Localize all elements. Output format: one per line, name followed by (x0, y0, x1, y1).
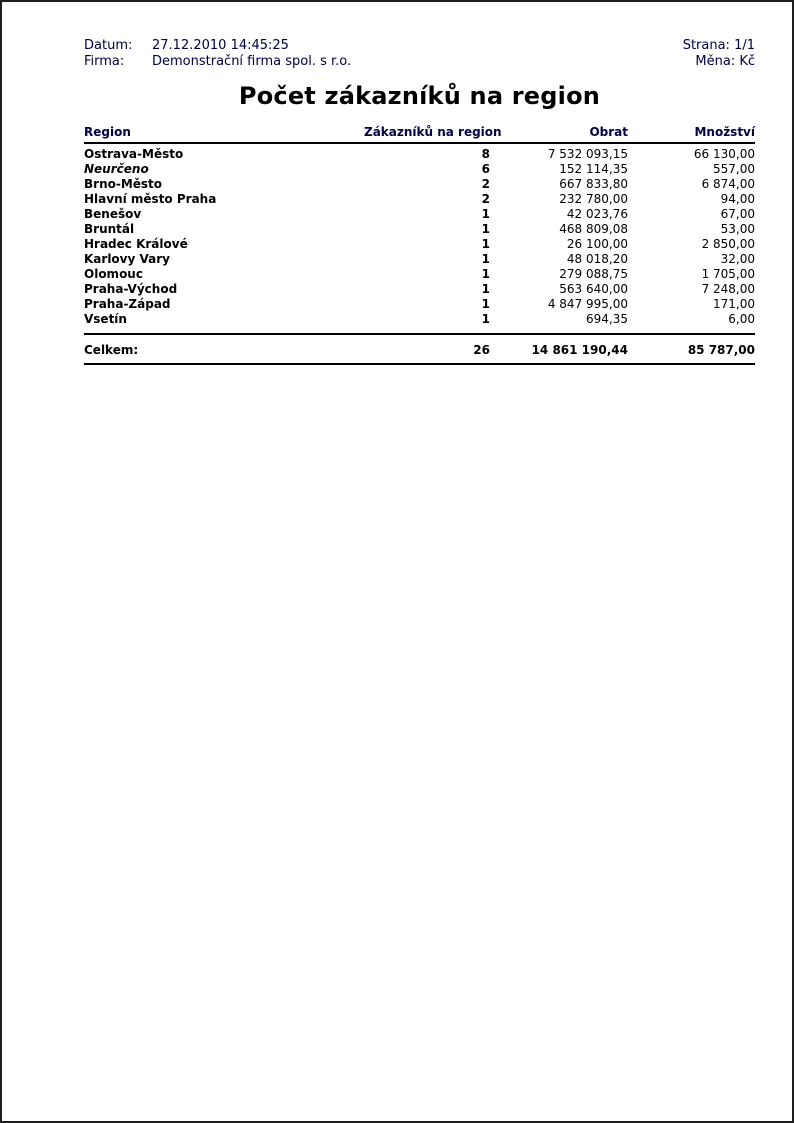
cell-obrat: 279 088,75 (559, 267, 628, 281)
report-meta (84, 38, 755, 70)
cell-region: Karlovy Vary (84, 252, 170, 266)
currency: Měna: Kč (695, 54, 755, 69)
cell-customers: 2 (481, 177, 490, 191)
cell-region: Ostrava-Město (84, 147, 184, 161)
report-content (2, 2, 792, 365)
table-row (84, 177, 755, 192)
cell-obrat: 468 809,08 (559, 222, 628, 236)
cell-obrat: 152 114,35 (559, 162, 628, 176)
cell-obrat: 4 847 995,00 (547, 297, 628, 311)
meta-left-block (84, 38, 351, 70)
table-body (84, 143, 755, 334)
cell-obrat: 26 100,00 (566, 237, 628, 251)
cell-region: Praha-Západ (84, 297, 171, 311)
cell-region: Vsetín (84, 312, 127, 326)
table-row (84, 297, 755, 312)
total-row (84, 334, 755, 364)
cell-obrat: 694,35 (586, 312, 628, 326)
cell-mnozstvi: 66 130,00 (693, 147, 755, 161)
cell-obrat: 667 833,80 (559, 177, 628, 191)
cell-mnozstvi: 53,00 (720, 222, 755, 236)
header-row (84, 125, 755, 143)
cell-customers: 1 (481, 237, 490, 251)
cell-customers: 1 (481, 267, 490, 281)
table-row (84, 192, 755, 207)
company-value: Demonstrační firma spol. s r.o. (152, 54, 352, 69)
cell-customers: 1 (481, 252, 490, 266)
cell-mnozstvi: 1 705,00 (701, 267, 755, 281)
cell-region: Hlavní město Praha (84, 192, 217, 206)
cell-region: Brno-Město (84, 177, 163, 191)
cell-mnozstvi: 557,00 (713, 162, 755, 176)
column-header-obrat: Obrat (490, 125, 628, 143)
total-obrat: 14 861 190,44 (490, 334, 628, 364)
cell-customers: 6 (481, 162, 490, 176)
cell-mnozstvi: 94,00 (720, 192, 755, 206)
table-row (84, 237, 755, 252)
meta-right-block (683, 38, 755, 70)
table-row (84, 222, 755, 237)
cell-obrat: 7 532 093,15 (547, 147, 628, 161)
total-mnozstvi: 85 787,00 (628, 334, 755, 364)
cell-customers: 1 (481, 297, 490, 311)
table-row (84, 282, 755, 297)
date-value: 27.12.2010 14:45:25 (152, 38, 289, 53)
company-label: Firma: (84, 54, 125, 69)
table-row (84, 267, 755, 282)
cell-customers: 1 (481, 207, 490, 221)
total-customers: 26 (364, 334, 490, 364)
cell-region: Neurčeno (84, 162, 149, 176)
table-row (84, 143, 755, 162)
cell-customers: 8 (481, 147, 490, 161)
table-row (84, 312, 755, 334)
table-header (84, 125, 755, 143)
table-row (84, 162, 755, 177)
column-header-customers: Zákazníků na region (364, 125, 490, 143)
region-summary-table (84, 125, 755, 365)
cell-region: Olomouc (84, 267, 143, 281)
cell-obrat: 42 023,76 (566, 207, 628, 221)
company-line (84, 54, 351, 70)
cell-mnozstvi: 67,00 (720, 207, 755, 221)
report-title: Počet zákazníků na region (238, 82, 601, 110)
date-line (84, 38, 351, 54)
cell-mnozstvi: 6 874,00 (701, 177, 755, 191)
table-row (84, 207, 755, 222)
cell-customers: 1 (481, 222, 490, 236)
cell-region: Bruntál (84, 222, 135, 236)
table-footer (84, 334, 755, 364)
date-label: Datum: (84, 38, 133, 53)
cell-region: Benešov (84, 207, 142, 221)
cell-region: Praha-Východ (84, 282, 178, 296)
cell-mnozstvi: 2 850,00 (701, 237, 755, 251)
page-number: Strana: 1/1 (682, 38, 755, 53)
cell-customers: 1 (481, 282, 490, 296)
cell-customers: 1 (481, 312, 490, 326)
cell-customers: 2 (481, 192, 490, 206)
total-label: Celkem: (84, 334, 364, 364)
cell-obrat: 48 018,20 (566, 252, 628, 266)
column-header-mnozstvi: Množství (628, 125, 755, 143)
cell-mnozstvi: 32,00 (720, 252, 755, 266)
column-header-region: Region (84, 125, 364, 143)
cell-obrat: 232 780,00 (559, 192, 628, 206)
cell-obrat: 563 640,00 (559, 282, 628, 296)
cell-region: Hradec Králové (84, 237, 188, 251)
cell-mnozstvi: 171,00 (713, 297, 755, 311)
cell-mnozstvi: 7 248,00 (701, 282, 755, 296)
table-row (84, 252, 755, 267)
cell-mnozstvi: 6,00 (728, 312, 755, 326)
